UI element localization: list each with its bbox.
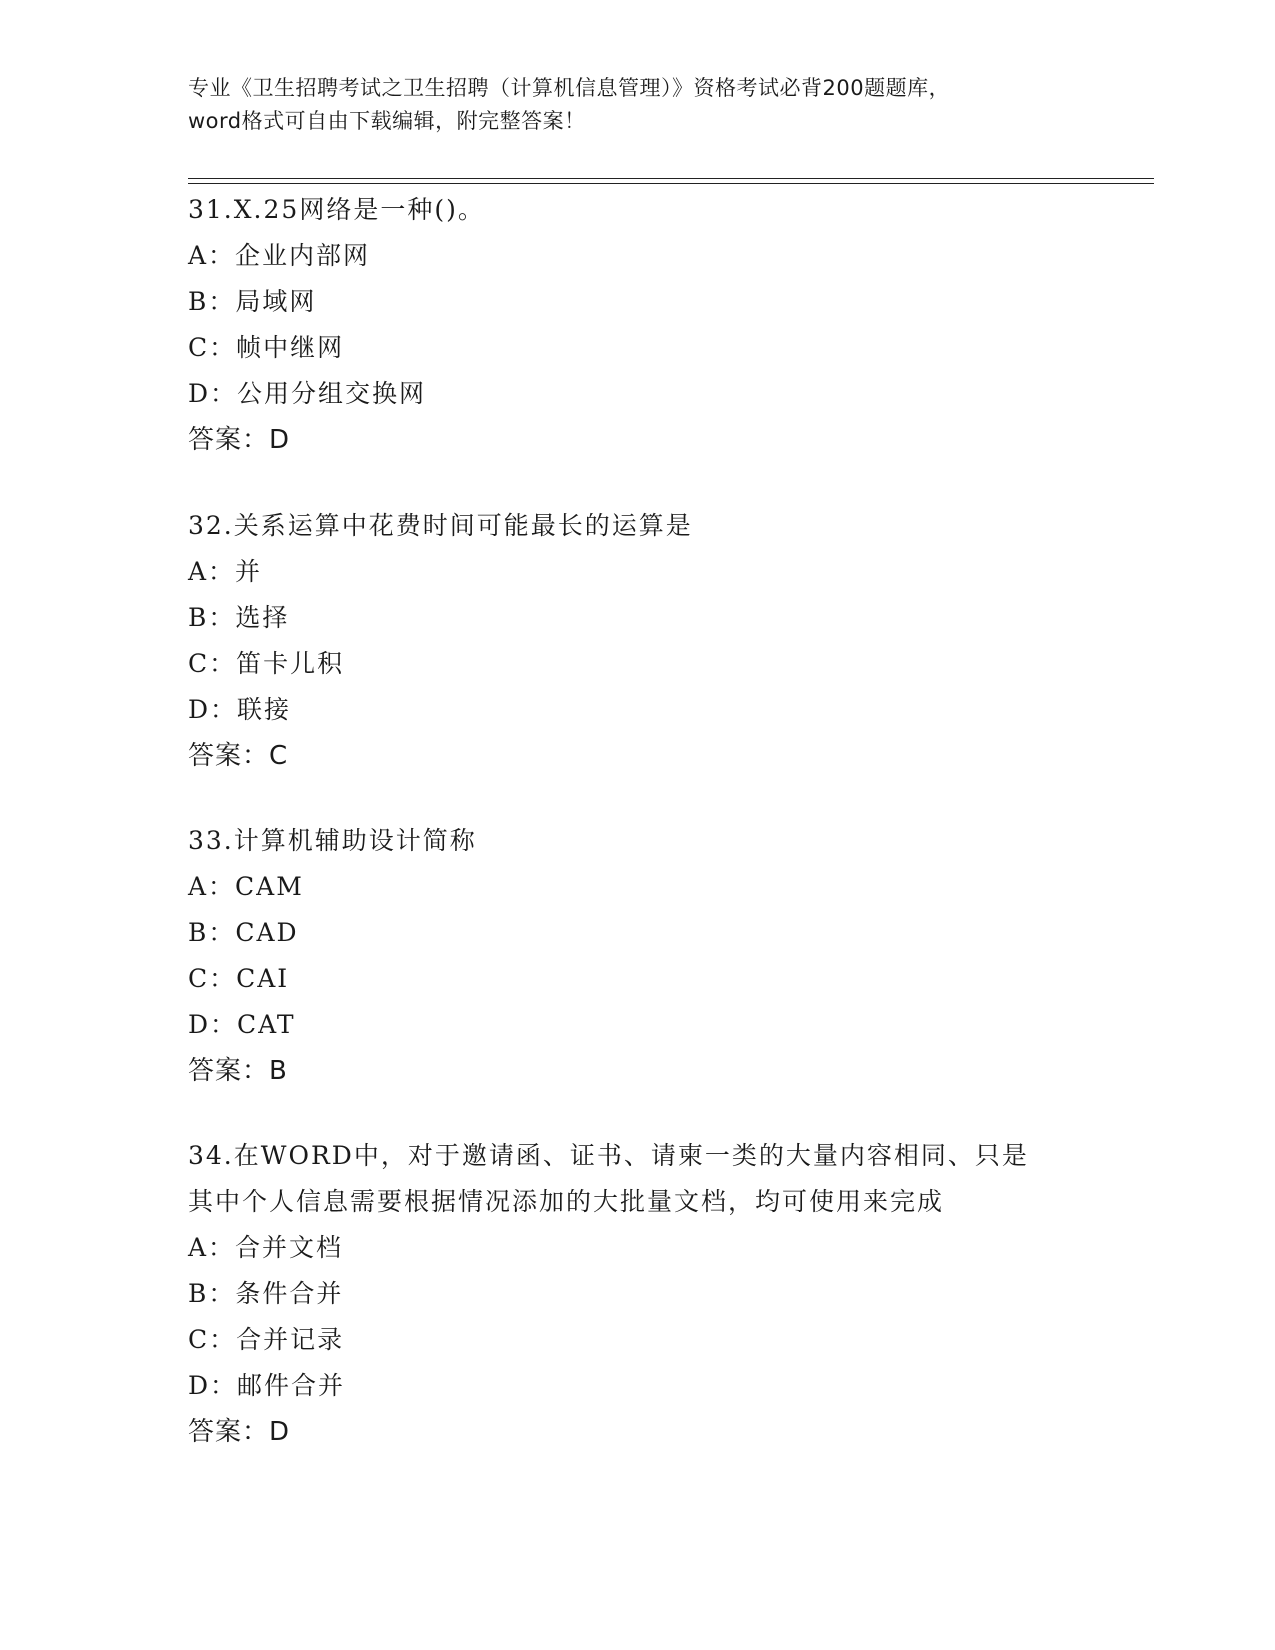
option-a: A：合并文档 xyxy=(188,1233,344,1262)
option-d: D：公用分组交换网 xyxy=(188,379,427,408)
question-stem: 34.在WORD中，对于邀请函、证书、请柬一类的大量内容相同、只是 xyxy=(188,1141,1029,1170)
option-c: C：合并记录 xyxy=(188,1325,345,1354)
question-stem: 31.X.25网络是一种()。 xyxy=(188,195,485,224)
option-b: B：CAD xyxy=(188,918,299,947)
header-divider-top xyxy=(188,178,1154,179)
question-34 xyxy=(188,1133,1088,1455)
option-a: A：并 xyxy=(188,557,263,586)
answer: 答案：B xyxy=(188,1056,288,1086)
option-c: C：CAI xyxy=(188,964,290,993)
header-divider-bottom xyxy=(188,183,1154,184)
question-33 xyxy=(188,818,1088,1094)
question-stem: 33.计算机辅助设计简称 xyxy=(188,826,477,855)
option-d: D：邮件合并 xyxy=(188,1371,346,1400)
option-c: C：帧中继网 xyxy=(188,333,345,362)
answer: 答案：D xyxy=(188,1417,291,1447)
question-stem: 32.关系运算中花费时间可能最长的运算是 xyxy=(188,511,693,540)
document-header xyxy=(188,72,1088,138)
header-line-2: word格式可自由下载编辑，附完整答案！ xyxy=(188,109,586,133)
option-b: B：局域网 xyxy=(188,287,317,316)
question-stem-continued: 其中个人信息需要根据情况添加的大批量文档，均可使用来完成 xyxy=(188,1187,945,1216)
option-d: D：CAT xyxy=(188,1010,296,1039)
option-b: B：选择 xyxy=(188,603,290,632)
header-line-1: 专业《卫生招聘考试之卫生招聘（计算机信息管理）》资格考试必背200题题库， xyxy=(188,76,951,100)
option-c: C：笛卡儿积 xyxy=(188,649,345,678)
answer: 答案：D xyxy=(188,425,291,455)
question-32 xyxy=(188,503,1088,779)
question-31 xyxy=(188,187,1088,463)
option-d: D：联接 xyxy=(188,695,292,724)
answer: 答案：C xyxy=(188,741,289,771)
option-b: B：条件合并 xyxy=(188,1279,344,1308)
option-a: A：企业内部网 xyxy=(188,241,371,270)
option-a: A：CAM xyxy=(188,872,304,901)
